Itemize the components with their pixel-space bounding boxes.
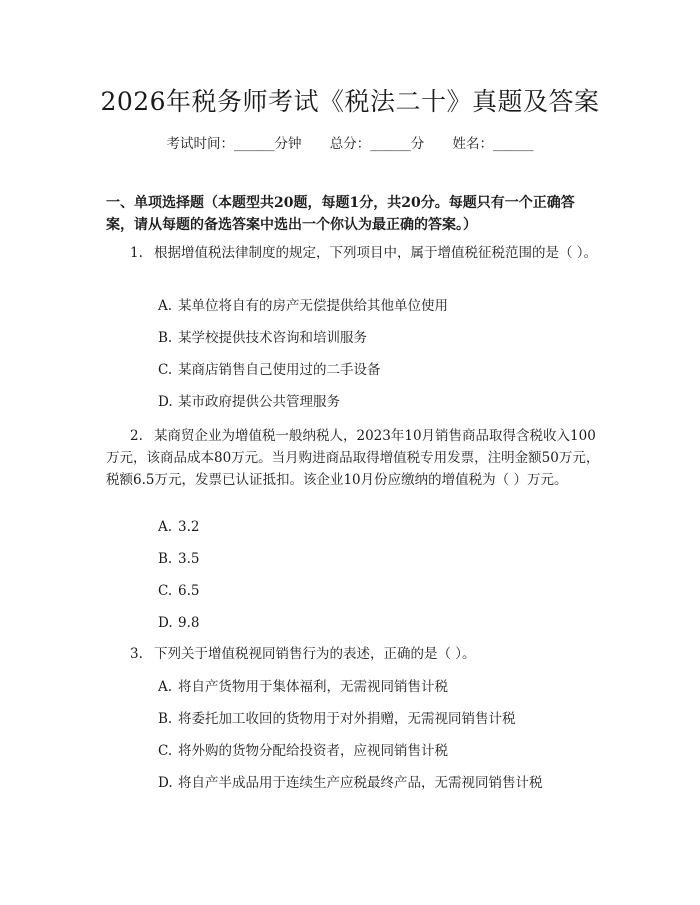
option-letter: A. [158, 679, 173, 695]
option-text: 将自产货物用于集体福利，无需视同销售计税 [178, 679, 448, 695]
option-text: 某市政府提供公共管理服务 [178, 394, 340, 410]
option-text: 将委托加工收回的货物用于对外捐赠，无需视同销售计税 [178, 711, 516, 727]
question-2-option-d [158, 613, 602, 633]
question-1-option-a [158, 296, 602, 316]
question-2 [106, 425, 602, 491]
option-text: 9.8 [178, 615, 200, 631]
option-text: 将自产半成品用于连续生产应税最终产品，无需视同销售计税 [178, 775, 543, 791]
question-2-option-c [158, 581, 602, 601]
question-3-option-a [158, 677, 602, 697]
option-letter: B. [158, 551, 173, 567]
option-text: 3.2 [178, 519, 200, 535]
option-text: 某单位将自有的房产无偿提供给其他单位使用 [178, 298, 448, 314]
question-number: 1. [130, 245, 143, 261]
question-number: 3. [130, 646, 143, 662]
option-text: 3.5 [178, 551, 200, 567]
question-text: 某商贸企业为增值税一般纳税人，2023年10月销售商品取得含税收入100万元，该商品成本80万元。当月购进商品取得增值税专用发票，注明金额50万元，税额6.5万元，发票已认证抵扣。该企业10月份应缴纳的增值税为（ ）万元。 [106, 428, 600, 488]
question-number: 2. [130, 428, 143, 444]
option-letter: A. [158, 519, 173, 535]
question-1-option-b [158, 328, 602, 348]
question-1-option-d [158, 392, 602, 412]
exam-score: 总分：______分 [329, 136, 425, 152]
option-letter: D. [158, 615, 173, 631]
question-1-option-c [158, 360, 602, 380]
option-text: 某学校提供技术咨询和培训服务 [178, 330, 367, 346]
option-text: 某商店销售自己使用过的二手设备 [178, 362, 381, 378]
option-letter: D. [158, 775, 173, 791]
option-letter: B. [158, 330, 173, 346]
exam-meta [0, 132, 700, 152]
document-title: 2026年税务师考试《税法二十》真题及答案 [100, 87, 600, 116]
option-letter: B. [158, 711, 173, 727]
question-text: 下列关于增值税视同销售行为的表述，正确的是（ ）。 [154, 646, 476, 662]
question-text: 根据增值税法律制度的规定，下列项目中，属于增值税征税范围的是（ ）。 [154, 245, 598, 261]
option-letter: C. [158, 743, 173, 759]
question-1 [106, 242, 602, 264]
option-text: 6.5 [178, 583, 200, 599]
option-text: 将外购的货物分配给投资者，应视同销售计税 [178, 743, 448, 759]
section-heading: 一、单项选择题（本题型共20题，每题1分，共20分。每题只有一个正确答案，请从每题的备选答案中选出一个你认为最正确的答案。） [106, 195, 575, 233]
question-3 [106, 643, 602, 665]
question-2-option-b [158, 549, 602, 569]
option-letter: C. [158, 583, 173, 599]
question-3-option-b [158, 709, 602, 729]
question-3-option-d [158, 773, 602, 793]
option-letter: A. [158, 298, 173, 314]
question-3-option-c [158, 741, 602, 761]
question-2-option-a [158, 517, 602, 537]
exam-name: 姓名：______ [452, 136, 534, 152]
option-letter: C. [158, 362, 173, 378]
option-letter: D. [158, 394, 173, 410]
exam-time: 考试时间：______分钟 [166, 136, 302, 152]
